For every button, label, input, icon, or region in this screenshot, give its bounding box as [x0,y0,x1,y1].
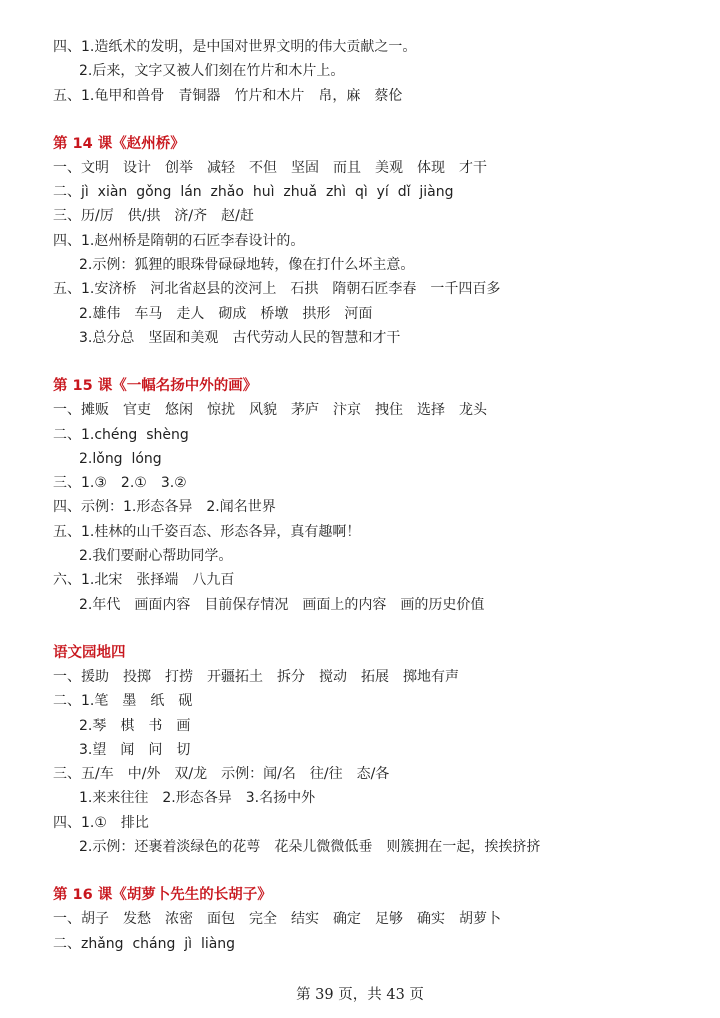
answer-line: 五、1.龟甲和兽骨 青铜器 竹片和木片 帛，麻 蔡伦 [53,87,403,104]
answer-line: 五、1.桂林的山千姿百态、形态各异，真有趣啊！ [53,523,361,540]
answer-line: 三、五/车 中/外 双/龙 示例：闻/名 往/往 态/各 [53,766,390,783]
answer-line: 三、历/厉 供/拱 济/齐 赵/赶 [53,208,254,225]
answer-line: 四、1.赵州桥是隋朝的石匠李春设计的。 [53,232,305,249]
answer-line: 2.我们要耐心帮助同学。 [79,548,233,565]
answer-line: 2.年代 画面内容 目前保存情况 画面上的内容 画的历史价值 [79,596,485,613]
answer-content [0,35,720,956]
lesson-heading: 第 14 课《赵州桥》 [53,135,185,152]
answer-line: 1.来来往往 2.形态各异 3.名扬中外 [79,790,316,807]
answer-line: 四、1.① 排比 [53,814,149,831]
answer-line: 2.示例：还裹着淡绿色的花萼 花朵儿微微低垂 则簇拥在一起，挨挨挤挤 [79,839,541,856]
answer-line: 3.望 闻 问 切 [79,741,191,758]
answer-line: 二、jì xiàn gǒng lán zhǎo huì zhuǎ zhì qì yí dǐ jiàng [53,184,454,201]
answer-line: 2.琴 棋 书 画 [79,717,191,734]
answer-line: 二、1.chéng shèng [53,426,189,443]
answer-line: 一、摊贩 官吏 悠闲 惊扰 风貌 茅庐 汴京 拽住 选择 龙头 [53,402,487,419]
answer-line: 五、1.安济桥 河北省赵县的洨河上 石拱 隋朝石匠李春 一千四百多 [53,281,501,298]
lesson-heading: 第 15 课《一幅名扬中外的画》 [53,378,258,395]
lesson-heading: 第 16 课《胡萝卜先生的长胡子》 [53,887,272,904]
answer-line: 三、1.③ 2.① 3.② [53,475,187,492]
page-footer: 第 39 页，共 43 页 [296,987,424,1003]
answer-line: 2.后来，文字又被人们刻在竹片和木片上。 [79,63,345,80]
answer-line: 六、1.北宋 张择端 八九百 [53,572,235,589]
answer-line: 3.总分总 坚固和美观 古代劳动人民的智慧和才干 [79,329,401,346]
answer-line: 2.示例：狐狸的眼珠骨碌碌地转，像在打什么坏主意。 [79,257,415,274]
answer-line: 四、1.造纸术的发明，是中国对世界文明的伟大贡献之一。 [53,39,417,55]
answer-line: 二、1.笔 墨 纸 砚 [53,693,193,710]
answer-line: 2.lǒng lóng [79,450,162,467]
section-spacer [0,108,720,132]
section-spacer [0,859,720,883]
answer-line: 一、援助 投掷 打捞 开疆拓土 拆分 搅动 拓展 掷地有声 [53,668,459,685]
answer-line: 2.雄伟 车马 走人 砌成 桥墩 拱形 河面 [79,305,373,322]
answer-line: 四、示例：1.形态各异 2.闻名世界 [53,499,276,516]
section-spacer [0,617,720,641]
answer-line: 一、文明 设计 创举 减轻 不但 坚固 而且 美观 体现 才干 [53,159,487,176]
answer-line: 一、胡子 发愁 浓密 面包 完全 结实 确定 足够 确实 胡萝卜 [53,911,501,928]
lesson-heading: 语文园地四 [53,644,126,661]
answer-line: 二、zhǎng cháng jì liàng [53,935,236,952]
section-spacer [0,350,720,374]
